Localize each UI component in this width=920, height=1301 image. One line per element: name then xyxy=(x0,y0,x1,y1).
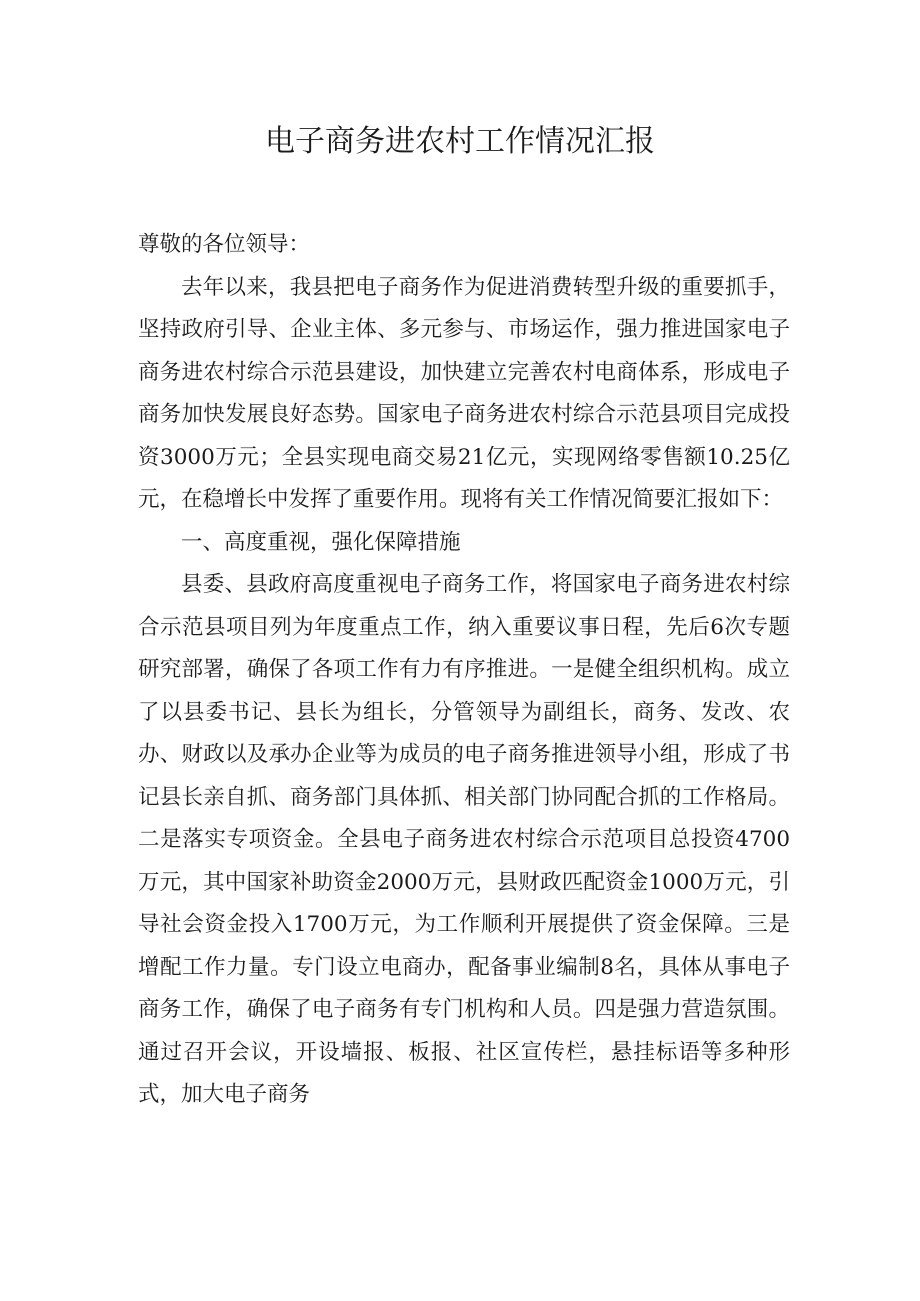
document-body xyxy=(138,224,790,1117)
intro-paragraph: 去年以来，我县把电子商务作为促进消费转型升级的重要抓手，坚持政府引导、企业主体、多元参与、市场运作，强力推进国家电子商务进农村综合示范县建设，加快建立完善农村电商体系，形成电子商务加快发展良好态势。国家电子商务进农村综合示范县项目完成投资3000万元；全县实现电商交易21亿元，实现网络零售额10.25亿元，在稳增长中发挥了重要作用。现将有关工作情况简要汇报如下： xyxy=(138,274,790,512)
section-heading-1: 一、高度重视，强化保障措施 xyxy=(181,529,461,555)
document-title: 电子商务进农村工作情况汇报 xyxy=(265,124,655,159)
section-1-paragraph: 县委、县政府高度重视电子商务工作，将国家电子商务进农村综合示范县项目列为年度重点工作，纳入重要议事日程，先后6次专题研究部署，确保了各项工作有力有序推进。一是健全组织机构。成立了以县委书记、县长为组长，分管领导为副组长，商务、发改、农办、财政以及承办企业等为成员的电子商务推进领导小组，形成了书记县长亲自抓、商务部门具体抓、相关部门协同配合抓的工作格局。二是落实专项资金。全县电子商务进农村综合示范项目总投资4700万元，其中国家补助资金2000万元，县财政匹配资金1000万元，引导社会资金投入1700万元，为工作顺利开展提供了资金保障。三是增配工作力量。专门设立电商办，配备事业编制8名，具体从事电子商务工作，确保了电子商务有专门机构和人员。四是强力营造氛围。通过召开会议，开设墙报、板报、社区宣传栏，悬挂标语等多种形式，加大电子商务 xyxy=(138,572,790,1107)
salutation: 尊敬的各位领导： xyxy=(138,232,311,257)
